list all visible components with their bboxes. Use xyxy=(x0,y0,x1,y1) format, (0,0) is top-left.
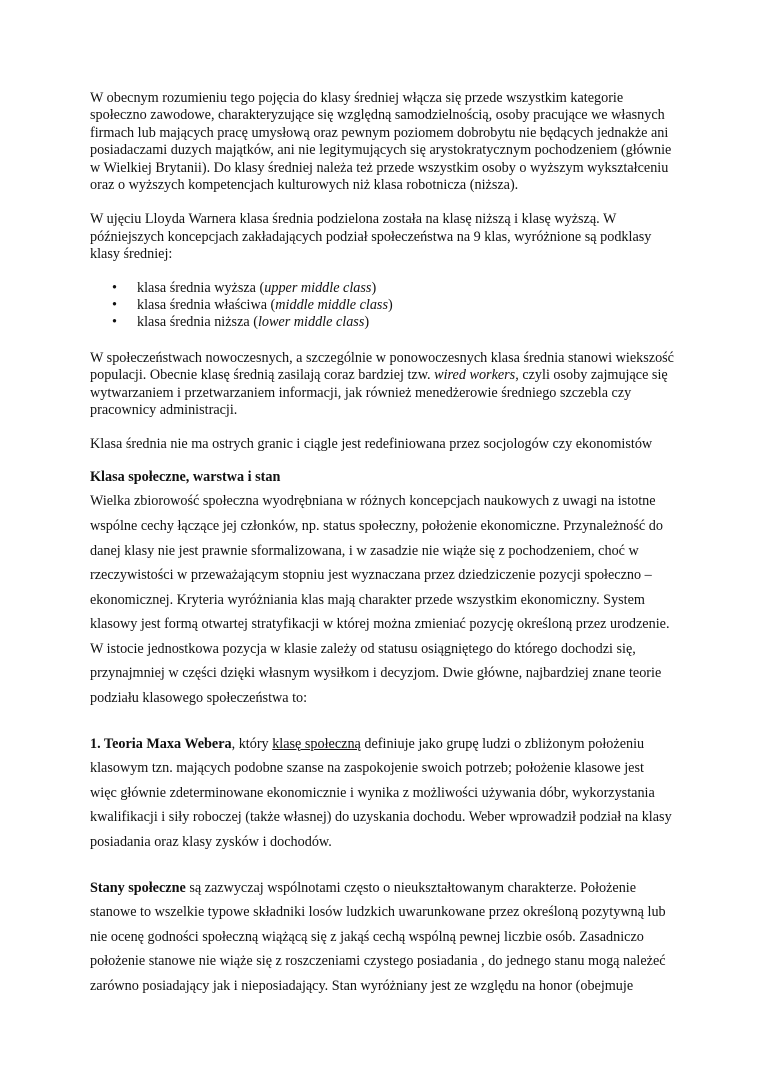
modern-text-after: , czyli osoby zajmujące się wytwarzaniem i przetwarzaniem informacji, jak również menedżerowie średniego szczebla czy pracownicy administracji. xyxy=(90,367,668,419)
list-item-close: ) xyxy=(371,279,377,296)
modern-societies-paragraph xyxy=(90,350,674,420)
warner-paragraph: W ujęciu Lloyda Warnera klasa średnia podzielona została na klasę niższą i klasę wyższą. W późniejszych koncepcjach zakładających podział społeczeństwa na 9 klas, wyróżnione są podklasy klasy średniej: xyxy=(90,211,652,263)
estates-paragraph xyxy=(90,876,674,999)
bullet-icon: • xyxy=(112,279,117,296)
list-item-term: upper middle class xyxy=(264,279,372,296)
list-item-label: klasa średnia niższa ( xyxy=(137,314,258,331)
weber-text-mid: , który xyxy=(231,735,273,752)
intro-paragraph: W obecnym rozumieniu tego pojęcia do klasy średniej włącza się przede wszystkim kategorie społeczno zawodowe, charakteryzujące się względną samodzielnością, osoby pracujące we własnych firmach lub mających pracę umysłową oraz pewnym poziomem dobrobytu nie będących jednakże ani posiadaczami duzych majątków, ani nie legitymujących się arystokratycznym pochodzeniem (głównie w Wielkiej Brytanii). Do klasy średniej należa też przede wszystkim osoby o wyższym wykształceniu oraz o wyższych kompetencjach kulturowych niż klasa robotnicza (niższa). xyxy=(90,90,672,194)
list-item xyxy=(90,280,674,297)
subclass-list xyxy=(90,280,674,332)
class-definition-paragraph: Wielka zbiorowość społeczna wyodrębniana w różnych koncepcjach naukowych z uwagi na istotne wspólne cechy łączące jej członków, np. status społeczny, położenie ekonomiczne. Przynależność do danej klasy nie jest prawnie sformalizowana, i w zasadzie nie wiąże się z pochodzeniem, choć w rzeczywistości w przeważającym stopniu jest wyznaczana przez dziedziczenie pozycji społeczno – ekonomicznej. Kryteria wyróżniania klas mają charakter przede wszystkim ekonomiczny. System klasowy jest formą otwartej stratyfikacji w której można zmieniać pozycję określoną przez urodzenie. W istocie jednostkowa pozycja w klasie zależy od statusu osiągniętego do którego dochodzi się, przynajmniej w części dzięki własnym wysiłkom i decyzjom. Dwie główne, najbardziej znane teorie podziału klasowego społeczeństwa to: xyxy=(90,493,670,707)
list-item-close: ) xyxy=(387,297,393,314)
social-class-link[interactable]: klasę społeczną xyxy=(272,735,361,752)
weber-theory-paragraph xyxy=(90,732,674,855)
bullet-icon: • xyxy=(112,297,117,314)
list-item-term: middle middle class xyxy=(275,297,388,314)
weber-text-rest: definiuje jako grupę ludzi o zbliżonym położeniu klasowym tzn. mających podobne szanse na zaspokojenie swoich potrzeb; położenie klasowe jest więc głównie zdeterminowane ekonomicznie i wynika z możliwości używania dóbr, wykorzystania kwalifikacji i siły roboczej (także własnej) do uzyskania dochodu. Weber wprowadził podział na klasy posiadania oraz klasy zysków i dochodów. xyxy=(90,735,672,851)
list-item-close: ) xyxy=(364,314,370,331)
modern-text-before: W społeczeństwach nowoczesnych, a szczególnie w ponowoczesnych klasa średnia stanowi wiekszość populacji. Obecnie klasę średnią zasilają coraz bardziej tzw. xyxy=(90,349,674,384)
no-sharp-borders-paragraph: Klasa średnia nie ma ostrych granic i ciągle jest redefiniowana przez socjologów czy ekonomistów xyxy=(90,435,653,452)
wired-workers-term: wired workers xyxy=(434,367,516,384)
list-item xyxy=(90,297,674,314)
document-page xyxy=(90,90,674,999)
weber-theory-title: 1. Teoria Maxa Webera xyxy=(90,735,232,752)
section-heading: Klasa społeczne, warstwa i stan xyxy=(90,468,281,485)
bullet-icon: • xyxy=(112,314,117,331)
list-item-label: klasa średnia wyższa ( xyxy=(137,279,265,296)
estates-title: Stany społeczne xyxy=(90,879,186,896)
list-item xyxy=(90,314,674,331)
list-item-label: klasa średnia właściwa ( xyxy=(137,297,276,314)
estates-text: są zazwyczaj wspólnotami często o nieukształtowanym charakterze. Położenie stanowe to wszelkie typowe składniki losów ludzkich uwarunkowane przez określoną pozytywną lub nie ocenę godności społeczną wiążącą się z jakąś cechą wspólną pewnej liczbie osób. Zasadniczo położenie stanowe nie wiąże się z roszczeniami czystego posiadania , do jednego stanu mogą należeć zarówno posiadający jak i nieposiadający. Stan wyróżniany jest ze względu na honor (obejmuje xyxy=(90,879,666,994)
list-item-term: lower middle class xyxy=(257,314,365,331)
